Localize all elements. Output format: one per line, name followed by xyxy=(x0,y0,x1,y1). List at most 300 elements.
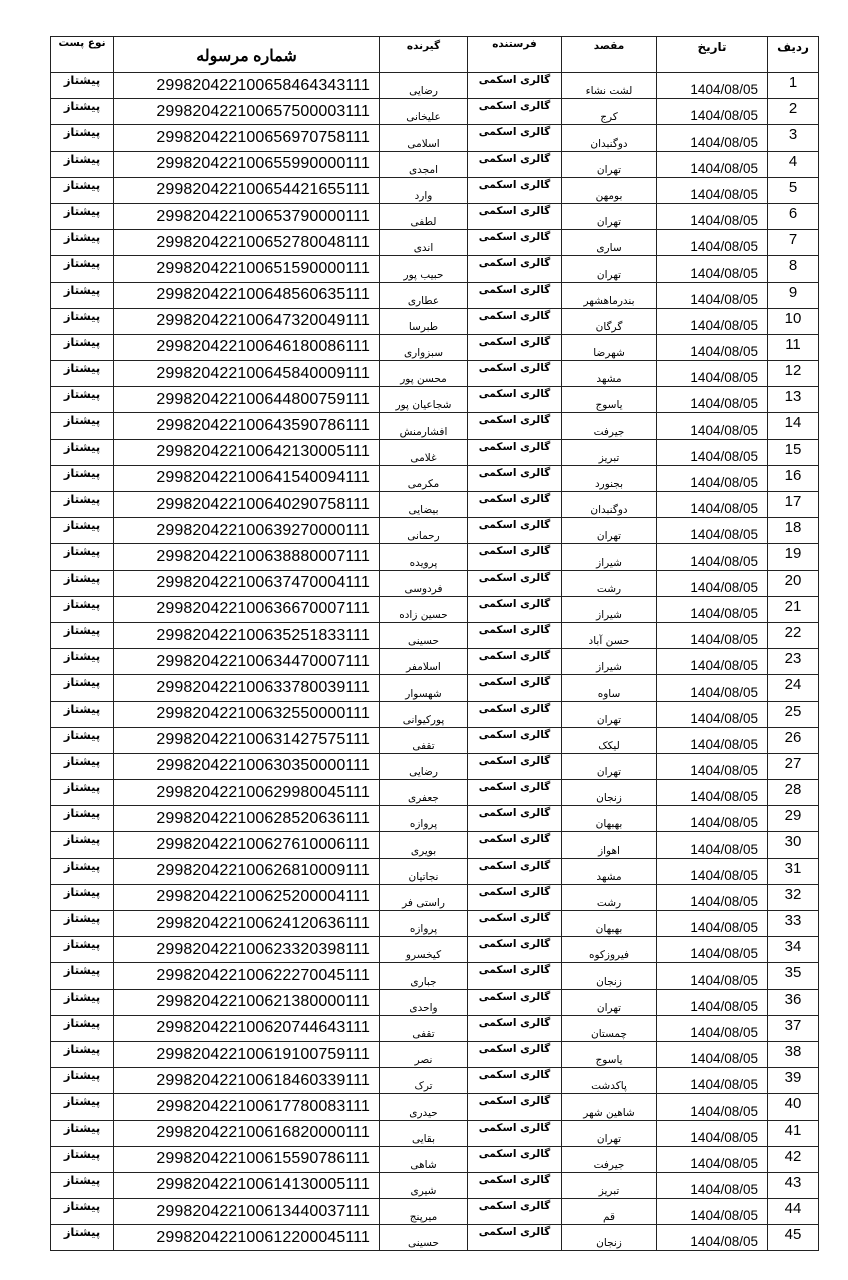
row-index-cell: 7 xyxy=(768,230,819,256)
shipment-number-cell: 299820422100647320049111 xyxy=(114,308,380,334)
receiver-cell: تقفی xyxy=(380,727,468,753)
receiver-cell: راستی فر xyxy=(380,884,468,910)
post-type-cell: پیشتاز xyxy=(51,937,114,963)
row-index-cell: 36 xyxy=(768,989,819,1015)
shipment-number-cell: 299820422100614130005111 xyxy=(114,1172,380,1198)
row-index-cell: 37 xyxy=(768,1015,819,1041)
table-row xyxy=(51,465,819,491)
sender-cell: گالری اسکمی xyxy=(468,832,562,858)
row-index-cell: 15 xyxy=(768,439,819,465)
date-cell: 1404/08/05 xyxy=(657,308,768,334)
post-type-cell: پیشتاز xyxy=(51,361,114,387)
receiver-cell: واحدی xyxy=(380,989,468,1015)
table-row xyxy=(51,1146,819,1172)
table-row xyxy=(51,177,819,203)
table-row xyxy=(51,1094,819,1120)
row-index-cell: 29 xyxy=(768,806,819,832)
row-index-cell: 38 xyxy=(768,1041,819,1067)
destination-cell: مشهد xyxy=(562,361,657,387)
receiver-cell: نجاتیان xyxy=(380,858,468,884)
shipment-number-cell: 299820422100653790000111 xyxy=(114,203,380,229)
sender-cell: گالری اسکمی xyxy=(468,806,562,832)
shipment-number-cell: 299820422100624120636111 xyxy=(114,911,380,937)
receiver-cell: بویری xyxy=(380,832,468,858)
date-cell: 1404/08/05 xyxy=(657,230,768,256)
shipment-number-cell: 299820422100623320398111 xyxy=(114,937,380,963)
shipment-table xyxy=(50,36,819,1251)
date-cell: 1404/08/05 xyxy=(657,1015,768,1041)
header-shipment-number: شماره مرسوله xyxy=(114,37,380,73)
receiver-cell: کیخسرو xyxy=(380,937,468,963)
destination-cell: بهبهان xyxy=(562,806,657,832)
shipment-number-cell: 299820422100626810009111 xyxy=(114,858,380,884)
receiver-cell: تقفی xyxy=(380,1015,468,1041)
receiver-cell: نصر xyxy=(380,1041,468,1067)
destination-cell: بومهن xyxy=(562,177,657,203)
sender-cell: گالری اسکمی xyxy=(468,465,562,491)
post-type-cell: پیشتاز xyxy=(51,387,114,413)
date-cell: 1404/08/05 xyxy=(657,361,768,387)
date-cell: 1404/08/05 xyxy=(657,1120,768,1146)
row-index-cell: 44 xyxy=(768,1199,819,1225)
sender-cell: گالری اسکمی xyxy=(468,649,562,675)
row-index-cell: 9 xyxy=(768,282,819,308)
sender-cell: گالری اسکمی xyxy=(468,282,562,308)
date-cell: 1404/08/05 xyxy=(657,701,768,727)
receiver-cell: حیدری xyxy=(380,1094,468,1120)
sender-cell: گالری اسکمی xyxy=(468,1068,562,1094)
sender-cell: گالری اسکمی xyxy=(468,151,562,177)
table-row xyxy=(51,675,819,701)
sender-cell: گالری اسکمی xyxy=(468,753,562,779)
table-row xyxy=(51,256,819,282)
row-index-cell: 16 xyxy=(768,465,819,491)
sender-cell: گالری اسکمی xyxy=(468,256,562,282)
date-cell: 1404/08/05 xyxy=(657,753,768,779)
post-type-cell: پیشتاز xyxy=(51,1120,114,1146)
table-row xyxy=(51,989,819,1015)
row-index-cell: 35 xyxy=(768,963,819,989)
table-row xyxy=(51,1068,819,1094)
row-index-cell: 26 xyxy=(768,727,819,753)
receiver-cell: طبرسا xyxy=(380,308,468,334)
post-type-cell: پیشتاز xyxy=(51,1199,114,1225)
header-destination: مقصد xyxy=(562,37,657,73)
post-type-cell: پیشتاز xyxy=(51,1172,114,1198)
date-cell: 1404/08/05 xyxy=(657,518,768,544)
sender-cell: گالری اسکمی xyxy=(468,675,562,701)
post-type-cell: پیشتاز xyxy=(51,334,114,360)
sender-cell: گالری اسکمی xyxy=(468,1199,562,1225)
date-cell: 1404/08/05 xyxy=(657,1041,768,1067)
post-type-cell: پیشتاز xyxy=(51,570,114,596)
receiver-cell: مکرمی xyxy=(380,465,468,491)
destination-cell: ساوه xyxy=(562,675,657,701)
destination-cell: ساری xyxy=(562,230,657,256)
destination-cell: بهبهان xyxy=(562,911,657,937)
post-type-cell: پیشتاز xyxy=(51,806,114,832)
row-index-cell: 22 xyxy=(768,622,819,648)
shipment-number-cell: 299820422100655990000111 xyxy=(114,151,380,177)
table-row xyxy=(51,937,819,963)
post-type-cell: پیشتاز xyxy=(51,544,114,570)
table-row xyxy=(51,780,819,806)
sender-cell: گالری اسکمی xyxy=(468,1172,562,1198)
date-cell: 1404/08/05 xyxy=(657,675,768,701)
receiver-cell: شجاعیان پور xyxy=(380,387,468,413)
date-cell: 1404/08/05 xyxy=(657,937,768,963)
row-index-cell: 24 xyxy=(768,675,819,701)
shipment-list-sheet xyxy=(50,36,817,1251)
destination-cell: زنجان xyxy=(562,780,657,806)
shipment-number-cell: 299820422100643590786111 xyxy=(114,413,380,439)
shipment-number-cell: 299820422100633780039111 xyxy=(114,675,380,701)
date-cell: 1404/08/05 xyxy=(657,334,768,360)
sender-cell: گالری اسکمی xyxy=(468,177,562,203)
shipment-number-cell: 299820422100635251833111 xyxy=(114,622,380,648)
table-row xyxy=(51,1199,819,1225)
row-index-cell: 27 xyxy=(768,753,819,779)
destination-cell: چمستان xyxy=(562,1015,657,1041)
destination-cell: یاسوج xyxy=(562,387,657,413)
row-index-cell: 5 xyxy=(768,177,819,203)
row-index-cell: 31 xyxy=(768,858,819,884)
table-row xyxy=(51,439,819,465)
destination-cell: زنجان xyxy=(562,1225,657,1251)
date-cell: 1404/08/05 xyxy=(657,387,768,413)
post-type-cell: پیشتاز xyxy=(51,125,114,151)
row-index-cell: 45 xyxy=(768,1225,819,1251)
sender-cell: گالری اسکمی xyxy=(468,963,562,989)
receiver-cell: امجدی xyxy=(380,151,468,177)
post-type-cell: پیشتاز xyxy=(51,753,114,779)
shipment-number-cell: 299820422100619100759111 xyxy=(114,1041,380,1067)
date-cell: 1404/08/05 xyxy=(657,439,768,465)
shipment-number-cell: 299820422100642130005111 xyxy=(114,439,380,465)
sender-cell: گالری اسکمی xyxy=(468,99,562,125)
receiver-cell: حبیب پور xyxy=(380,256,468,282)
post-type-cell: پیشتاز xyxy=(51,832,114,858)
sender-cell: گالری اسکمی xyxy=(468,518,562,544)
post-type-cell: پیشتاز xyxy=(51,73,114,99)
destination-cell: حسن آباد xyxy=(562,622,657,648)
date-cell: 1404/08/05 xyxy=(657,989,768,1015)
table-row xyxy=(51,649,819,675)
destination-cell: قم xyxy=(562,1199,657,1225)
row-index-cell: 18 xyxy=(768,518,819,544)
post-type-cell: پیشتاز xyxy=(51,413,114,439)
row-index-cell: 34 xyxy=(768,937,819,963)
date-cell: 1404/08/05 xyxy=(657,806,768,832)
shipment-number-cell: 299820422100641540094111 xyxy=(114,465,380,491)
shipment-number-cell: 299820422100654421655111 xyxy=(114,177,380,203)
receiver-cell: شیری xyxy=(380,1172,468,1198)
post-type-cell: پیشتاز xyxy=(51,1041,114,1067)
sender-cell: گالری اسکمی xyxy=(468,937,562,963)
date-cell: 1404/08/05 xyxy=(657,1225,768,1251)
date-cell: 1404/08/05 xyxy=(657,1094,768,1120)
table-row xyxy=(51,387,819,413)
table-row xyxy=(51,963,819,989)
receiver-cell: بیضایی xyxy=(380,492,468,518)
row-index-cell: 39 xyxy=(768,1068,819,1094)
destination-cell: دوگنبدان xyxy=(562,492,657,518)
table-row xyxy=(51,1120,819,1146)
post-type-cell: پیشتاز xyxy=(51,1225,114,1251)
destination-cell: دوگنبدان xyxy=(562,125,657,151)
table-row xyxy=(51,282,819,308)
row-index-cell: 13 xyxy=(768,387,819,413)
shipment-number-cell: 299820422100630350000111 xyxy=(114,753,380,779)
table-row xyxy=(51,544,819,570)
receiver-cell: رضایی xyxy=(380,73,468,99)
date-cell: 1404/08/05 xyxy=(657,622,768,648)
table-row xyxy=(51,125,819,151)
shipment-number-cell: 299820422100620744643111 xyxy=(114,1015,380,1041)
destination-cell: جیرفت xyxy=(562,413,657,439)
date-cell: 1404/08/05 xyxy=(657,256,768,282)
receiver-cell: فردوسی xyxy=(380,570,468,596)
post-type-cell: پیشتاز xyxy=(51,439,114,465)
sender-cell: گالری اسکمی xyxy=(468,544,562,570)
destination-cell: رشت xyxy=(562,570,657,596)
date-cell: 1404/08/05 xyxy=(657,99,768,125)
shipment-number-cell: 299820422100644800759111 xyxy=(114,387,380,413)
row-index-cell: 4 xyxy=(768,151,819,177)
shipment-number-cell: 299820422100636670007111 xyxy=(114,596,380,622)
destination-cell: یاسوج xyxy=(562,1041,657,1067)
table-row xyxy=(51,308,819,334)
destination-cell: تهران xyxy=(562,701,657,727)
date-cell: 1404/08/05 xyxy=(657,177,768,203)
row-index-cell: 21 xyxy=(768,596,819,622)
row-index-cell: 6 xyxy=(768,203,819,229)
post-type-cell: پیشتاز xyxy=(51,884,114,910)
sender-cell: گالری اسکمی xyxy=(468,1120,562,1146)
sender-cell: گالری اسکمی xyxy=(468,439,562,465)
date-cell: 1404/08/05 xyxy=(657,492,768,518)
date-cell: 1404/08/05 xyxy=(657,203,768,229)
post-type-cell: پیشتاز xyxy=(51,230,114,256)
post-type-cell: پیشتاز xyxy=(51,989,114,1015)
post-type-cell: پیشتاز xyxy=(51,492,114,518)
row-index-cell: 20 xyxy=(768,570,819,596)
shipment-number-cell: 299820422100646180086111 xyxy=(114,334,380,360)
post-type-cell: پیشتاز xyxy=(51,649,114,675)
table-row xyxy=(51,622,819,648)
receiver-cell: محسن پور xyxy=(380,361,468,387)
date-cell: 1404/08/05 xyxy=(657,780,768,806)
destination-cell: تبریز xyxy=(562,1172,657,1198)
post-type-cell: پیشتاز xyxy=(51,203,114,229)
receiver-cell: حسینی xyxy=(380,622,468,648)
post-type-cell: پیشتاز xyxy=(51,780,114,806)
shipment-number-cell: 299820422100613440037111 xyxy=(114,1199,380,1225)
destination-cell: تهران xyxy=(562,1120,657,1146)
date-cell: 1404/08/05 xyxy=(657,1199,768,1225)
shipment-number-cell: 299820422100634470007111 xyxy=(114,649,380,675)
table-row xyxy=(51,492,819,518)
shipment-number-cell: 299820422100640290758111 xyxy=(114,492,380,518)
receiver-cell: اسلامفر xyxy=(380,649,468,675)
shipment-number-cell: 299820422100629980045111 xyxy=(114,780,380,806)
sender-cell: گالری اسکمی xyxy=(468,125,562,151)
row-index-cell: 40 xyxy=(768,1094,819,1120)
row-index-cell: 28 xyxy=(768,780,819,806)
sender-cell: گالری اسکمی xyxy=(468,413,562,439)
shipment-number-cell: 299820422100627610006111 xyxy=(114,832,380,858)
shipment-number-cell: 299820422100625200004111 xyxy=(114,884,380,910)
receiver-cell: غلامی xyxy=(380,439,468,465)
post-type-cell: پیشتاز xyxy=(51,675,114,701)
table-row xyxy=(51,1225,819,1251)
destination-cell: تبریز xyxy=(562,439,657,465)
shipment-number-cell: 299820422100615590786111 xyxy=(114,1146,380,1172)
sender-cell: گالری اسکمی xyxy=(468,727,562,753)
destination-cell: مشهد xyxy=(562,858,657,884)
date-cell: 1404/08/05 xyxy=(657,963,768,989)
destination-cell: تهران xyxy=(562,151,657,177)
table-row xyxy=(51,361,819,387)
receiver-cell: حسین زاده xyxy=(380,596,468,622)
table-row xyxy=(51,413,819,439)
shipment-number-cell: 299820422100648560635111 xyxy=(114,282,380,308)
header-date: تاریخ xyxy=(657,37,768,73)
post-type-cell: پیشتاز xyxy=(51,256,114,282)
post-type-cell: پیشتاز xyxy=(51,282,114,308)
post-type-cell: پیشتاز xyxy=(51,1015,114,1041)
date-cell: 1404/08/05 xyxy=(657,1172,768,1198)
table-row xyxy=(51,230,819,256)
shipment-number-cell: 299820422100637470004111 xyxy=(114,570,380,596)
receiver-cell: پرویده xyxy=(380,544,468,570)
table-row xyxy=(51,884,819,910)
receiver-cell: بقایی xyxy=(380,1120,468,1146)
table-body xyxy=(51,73,819,1251)
receiver-cell: شهسوار xyxy=(380,675,468,701)
row-index-cell: 12 xyxy=(768,361,819,387)
table-row xyxy=(51,701,819,727)
destination-cell: تهران xyxy=(562,256,657,282)
table-row xyxy=(51,911,819,937)
date-cell: 1404/08/05 xyxy=(657,151,768,177)
shipment-number-cell: 299820422100652780048111 xyxy=(114,230,380,256)
shipment-number-cell: 299820422100651590000111 xyxy=(114,256,380,282)
header-sender: فرستنده xyxy=(468,37,562,73)
sender-cell: گالری اسکمی xyxy=(468,1225,562,1251)
post-type-cell: پیشتاز xyxy=(51,308,114,334)
sender-cell: گالری اسکمی xyxy=(468,570,562,596)
destination-cell: بجنورد xyxy=(562,465,657,491)
row-index-cell: 43 xyxy=(768,1172,819,1198)
sender-cell: گالری اسکمی xyxy=(468,1094,562,1120)
post-type-cell: پیشتاز xyxy=(51,151,114,177)
header-post-type: نوع پست xyxy=(51,37,114,73)
table-row xyxy=(51,334,819,360)
table-row xyxy=(51,806,819,832)
row-index-cell: 11 xyxy=(768,334,819,360)
table-row xyxy=(51,832,819,858)
receiver-cell: رحمانی xyxy=(380,518,468,544)
row-index-cell: 41 xyxy=(768,1120,819,1146)
date-cell: 1404/08/05 xyxy=(657,570,768,596)
destination-cell: بندرماهشهر xyxy=(562,282,657,308)
receiver-cell: علیخانی xyxy=(380,99,468,125)
table-row xyxy=(51,727,819,753)
destination-cell: اهواز xyxy=(562,832,657,858)
date-cell: 1404/08/05 xyxy=(657,413,768,439)
sender-cell: گالری اسکمی xyxy=(468,203,562,229)
table-row xyxy=(51,1041,819,1067)
shipment-number-cell: 299820422100638880007111 xyxy=(114,544,380,570)
receiver-cell: سبزواری xyxy=(380,334,468,360)
receiver-cell: جعفری xyxy=(380,780,468,806)
date-cell: 1404/08/05 xyxy=(657,596,768,622)
table-row xyxy=(51,203,819,229)
receiver-cell: پروازه xyxy=(380,911,468,937)
sender-cell: گالری اسکمی xyxy=(468,308,562,334)
shipment-number-cell: 299820422100628520636111 xyxy=(114,806,380,832)
destination-cell: تهران xyxy=(562,989,657,1015)
shipment-number-cell: 299820422100631427575111 xyxy=(114,727,380,753)
shipment-number-cell: 299820422100617780083111 xyxy=(114,1094,380,1120)
sender-cell: گالری اسکمی xyxy=(468,334,562,360)
post-type-cell: پیشتاز xyxy=(51,622,114,648)
sender-cell: گالری اسکمی xyxy=(468,989,562,1015)
row-index-cell: 30 xyxy=(768,832,819,858)
shipment-number-cell: 299820422100656970758111 xyxy=(114,125,380,151)
date-cell: 1404/08/05 xyxy=(657,73,768,99)
sender-cell: گالری اسکمی xyxy=(468,858,562,884)
shipment-number-cell: 299820422100618460339111 xyxy=(114,1068,380,1094)
shipment-number-cell: 299820422100639270000111 xyxy=(114,518,380,544)
date-cell: 1404/08/05 xyxy=(657,282,768,308)
destination-cell: تهران xyxy=(562,518,657,544)
row-index-cell: 42 xyxy=(768,1146,819,1172)
receiver-cell: وارد xyxy=(380,177,468,203)
date-cell: 1404/08/05 xyxy=(657,1068,768,1094)
receiver-cell: ترک xyxy=(380,1068,468,1094)
sender-cell: گالری اسکمی xyxy=(468,361,562,387)
sender-cell: گالری اسکمی xyxy=(468,1015,562,1041)
date-cell: 1404/08/05 xyxy=(657,1146,768,1172)
sender-cell: گالری اسکمی xyxy=(468,780,562,806)
post-type-cell: پیشتاز xyxy=(51,518,114,544)
table-row xyxy=(51,858,819,884)
receiver-cell: میرپنج xyxy=(380,1199,468,1225)
date-cell: 1404/08/05 xyxy=(657,125,768,151)
shipment-number-cell: 299820422100632550000111 xyxy=(114,701,380,727)
post-type-cell: پیشتاز xyxy=(51,465,114,491)
row-index-cell: 2 xyxy=(768,99,819,125)
receiver-cell: جباری xyxy=(380,963,468,989)
table-row xyxy=(51,570,819,596)
destination-cell: فیروزکوه xyxy=(562,937,657,963)
post-type-cell: پیشتاز xyxy=(51,1094,114,1120)
table-row xyxy=(51,73,819,99)
destination-cell: شهرضا xyxy=(562,334,657,360)
table-row xyxy=(51,1015,819,1041)
post-type-cell: پیشتاز xyxy=(51,701,114,727)
sender-cell: گالری اسکمی xyxy=(468,911,562,937)
table-row xyxy=(51,753,819,779)
post-type-cell: پیشتاز xyxy=(51,1146,114,1172)
destination-cell: کرج xyxy=(562,99,657,125)
date-cell: 1404/08/05 xyxy=(657,884,768,910)
sender-cell: گالری اسکمی xyxy=(468,230,562,256)
post-type-cell: پیشتاز xyxy=(51,858,114,884)
post-type-cell: پیشتاز xyxy=(51,99,114,125)
